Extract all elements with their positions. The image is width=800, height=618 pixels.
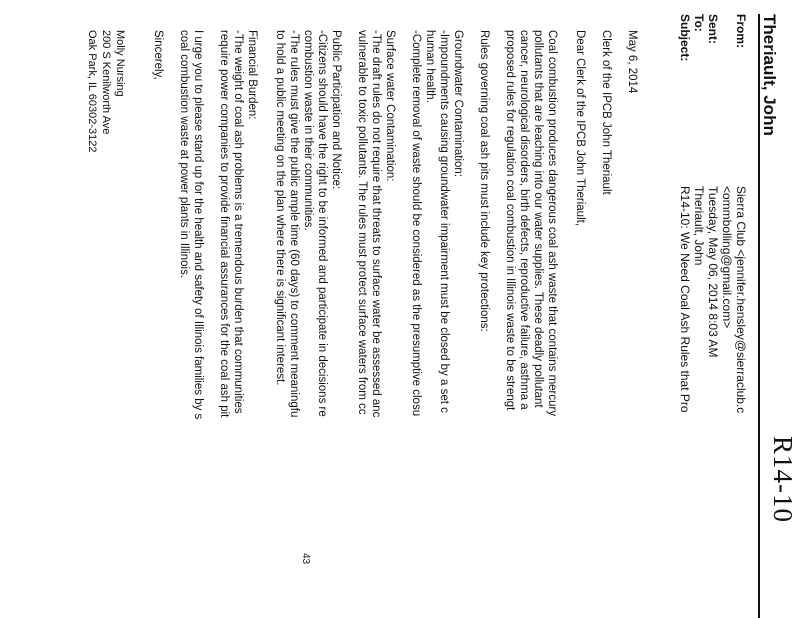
page-number: 43 — [300, 553, 311, 565]
signature-city: Oak Park, IL 60302-3122 — [86, 30, 98, 153]
public-line: -Citizens should have the right to be informed and participate in decisions re — [316, 30, 328, 417]
groundwater-line: -Impoundments causing groundwater impairment must be closed by a set c — [438, 30, 450, 413]
closing-line: coal combustion waste at power plants in Illinois. — [178, 30, 190, 279]
intro-line: Coal combustion produces dangerous coal ash waste that contains mercury — [546, 30, 558, 417]
public-heading: Public Participation and Notice: — [330, 30, 342, 190]
public-line: combustion waste in their communities. — [302, 30, 314, 231]
letter-greeting: Dear Clerk of the IPCB John Theriault, — [574, 30, 586, 227]
groundwater-line: -Complete removal of waste should be considered as the presumptive closu — [410, 30, 422, 417]
letter-recipient: Clerk of the IPCB John Theriault — [600, 30, 612, 195]
groundwater-line: human health. — [424, 30, 436, 103]
header-from-value: Sierra Club <jennifer.hensley@sierraclub.c — [734, 186, 748, 414]
sender-name: Theriault, John — [760, 14, 779, 136]
intro-line: proposed rules for regulation coal combustion in Illinois waste to be strengt — [504, 30, 516, 411]
header-subject-value: R14-10: We Need Coal Ash Rules that Pro — [678, 186, 692, 413]
financial-line: -The weight of coal ash problems is a tremendous burden that communities — [232, 30, 244, 414]
header-rule — [758, 14, 760, 618]
financial-heading: Financial Burden: — [246, 30, 258, 120]
header-from-email: <ommbolling@gmail.com> — [720, 186, 734, 329]
surface-line: vulnerable to toxic pollutants. The rules must protect surface waters from cc — [356, 30, 368, 415]
rules-line: Rules governing coal ash pits must include key protections: — [478, 30, 490, 332]
public-line: to hold a public meeting on the plan where there is significant interest. — [274, 30, 286, 386]
document-code: R14-10 — [768, 436, 798, 523]
header-to-label: To: — [692, 14, 706, 32]
surface-line: -The draft rules do not require that threats to surface water be assessed anc — [370, 30, 382, 418]
closing-line: I urge you to please stand up for the health and safety of Illinois families by s — [192, 30, 204, 420]
header-sent-value: Tuesday, May 06, 2014 8:03 AM — [706, 186, 720, 358]
header-sent-label: Sent: — [706, 14, 720, 44]
intro-line: pollutants that are leaching into our water supplies. These deadly pollutant — [532, 30, 544, 408]
header-subject-label: Subject: — [678, 14, 692, 62]
surface-heading: Surface water Contamination: — [384, 30, 396, 182]
letter-date: May 6, 2014 — [626, 30, 638, 94]
intro-line: cancer, neurological disorders, birth defects, reproductive failure, asthma a — [518, 30, 530, 410]
signature-address: 200 S Kenilworth Ave — [100, 30, 112, 135]
financial-line: require power companies to provide financial assurances for the coal ash pit — [218, 30, 230, 418]
header-to-value: Theriault, John — [692, 186, 706, 266]
header-from-label: From: — [734, 14, 748, 48]
groundwater-heading: Groundwater Contamination: — [452, 30, 464, 178]
signature-name: Molly Nursing — [114, 30, 126, 97]
signoff: Sincerely, — [152, 30, 164, 80]
public-line: -The rules must give the public ample time (60 days) to comment meaningfu — [288, 30, 300, 418]
